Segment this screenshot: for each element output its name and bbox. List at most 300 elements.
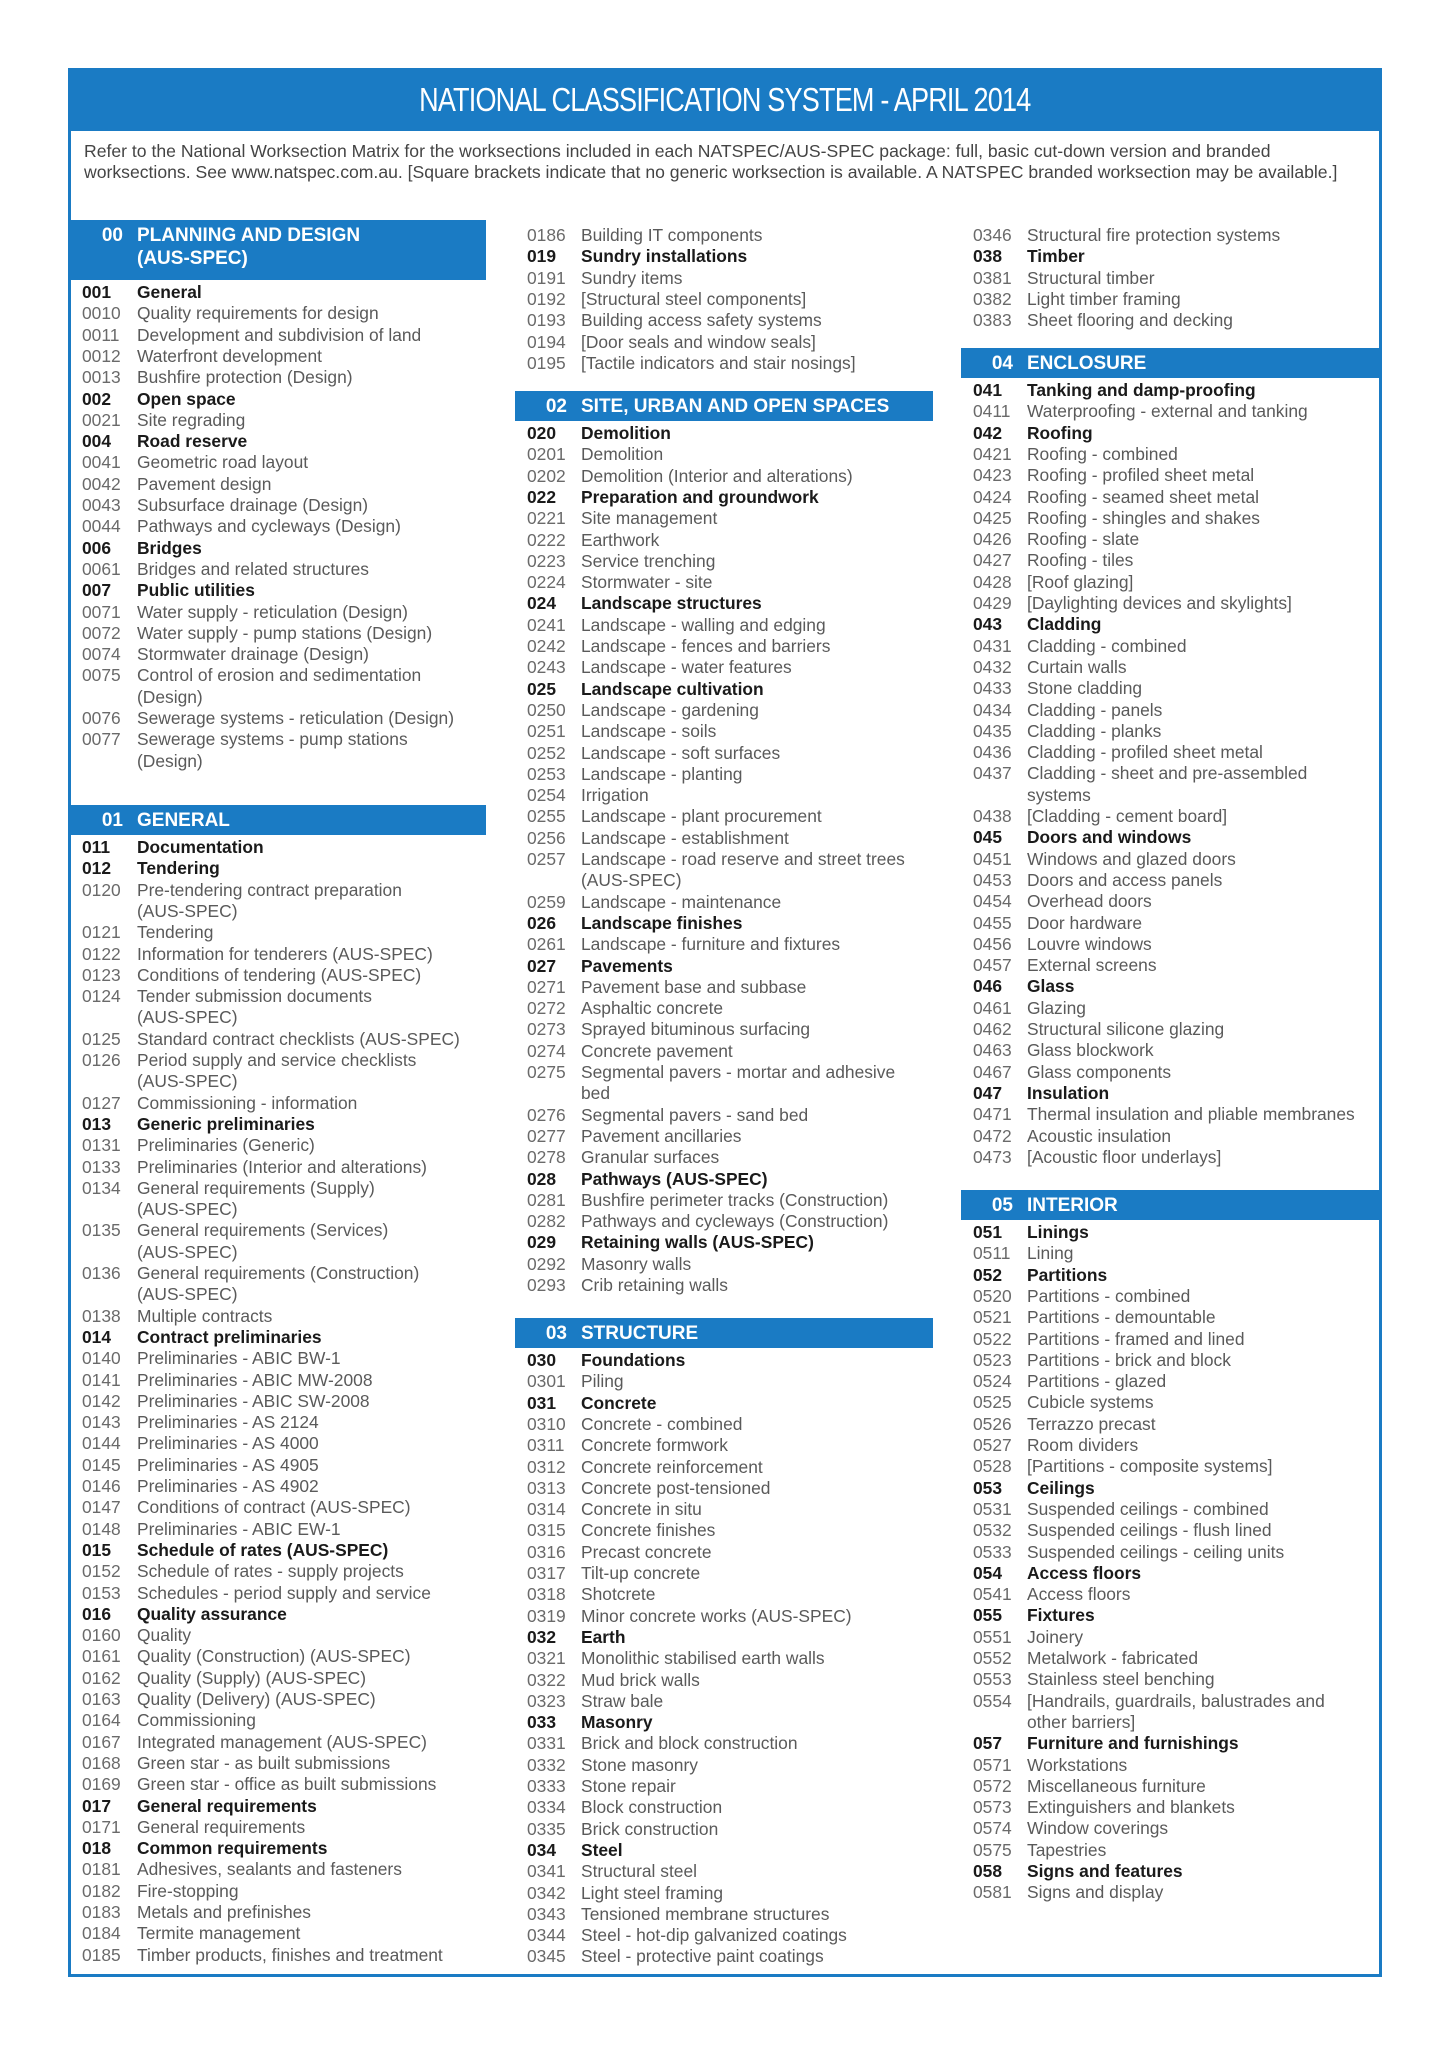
worksection-code: 043 (973, 614, 1003, 635)
section-name: INTERIOR (1027, 1195, 1118, 1216)
worksection-row (527, 764, 933, 785)
worksection-code: 0333 (527, 1776, 566, 1796)
worksection-row (973, 529, 1379, 550)
section-number: 01 (101, 810, 123, 831)
worksection-label: Preliminaries - ABIC MW-2008 (137, 1369, 373, 1390)
worksection-label: Standard contract checklists (AUS-SPEC) (137, 1028, 460, 1049)
worksection-row (527, 1819, 933, 1840)
worksection-code: 0331 (527, 1733, 566, 1754)
worksection-code: 0122 (82, 943, 121, 964)
worksection-code: 0241 (527, 614, 566, 635)
worksection-code: 0344 (527, 1925, 566, 1946)
worksection-label: Linings (1027, 1222, 1089, 1242)
worksection-row (973, 1755, 1379, 1776)
worksection-label: [Roof glazing] (1027, 571, 1134, 592)
worksection-row (527, 1019, 933, 1040)
worksection-code: 016 (82, 1603, 112, 1624)
worksection-row (527, 785, 933, 806)
worksection-row (973, 1329, 1379, 1350)
worksection-code: 0077 (82, 729, 121, 750)
worksection-label: Timber (1027, 246, 1085, 267)
worksection-row (973, 1307, 1379, 1328)
worksection-code: 0075 (82, 665, 121, 686)
worksection-code: 0310 (527, 1413, 566, 1434)
worksection-row (82, 325, 486, 346)
worksection-code: 0124 (82, 986, 121, 1007)
worksection-label: Structural timber (1027, 267, 1155, 288)
worksection-row (527, 1499, 933, 1520)
worksection-code: 0454 (973, 891, 1012, 912)
worksection-row (527, 1606, 933, 1627)
worksection-label: Concrete (581, 1392, 657, 1413)
worksection-row (82, 1157, 486, 1178)
worksection-label: Preparation and groundwork (581, 486, 819, 507)
worksection-label: Landscape - walling and edging (581, 614, 826, 635)
worksection-code: 0194 (527, 331, 566, 352)
worksection-row (527, 1254, 933, 1275)
group-row (82, 1604, 486, 1625)
group-row (82, 538, 486, 559)
worksection-label: Conditions of tendering (AUS-SPEC) (137, 964, 422, 985)
worksection-label: Quality (Delivery) (AUS-SPEC) (137, 1689, 376, 1709)
worksection-row (82, 410, 486, 431)
worksection-label: Light steel framing (581, 1882, 724, 1903)
worksection-code: 0164 (82, 1710, 121, 1731)
worksection-code: 0012 (82, 345, 121, 366)
worksection-label: Landscape finishes (581, 912, 743, 933)
worksection-row (82, 367, 486, 388)
worksection-label: Landscape - gardening (581, 699, 759, 720)
worksection-code: 0461 (973, 997, 1012, 1018)
section-name-line2: (AUS-SPEC) (137, 248, 248, 269)
worksection-label: Sundry installations (581, 246, 748, 267)
worksection-label: Preliminaries - AS 4000 (137, 1433, 319, 1454)
worksection-row (82, 1412, 486, 1433)
worksection-label: Terrazzo precast (1027, 1413, 1156, 1434)
worksection-code: 0125 (82, 1028, 121, 1049)
worksection-row (82, 1476, 486, 1497)
worksection-label: Commissioning - information (137, 1092, 358, 1113)
worksection-row (527, 828, 933, 849)
worksection-label: Preliminaries - AS 2124 (137, 1412, 319, 1433)
worksection-label: Workstations (1027, 1754, 1128, 1775)
worksection-row (527, 310, 933, 331)
worksection-row (82, 1178, 486, 1199)
worksection-label: Stone repair (581, 1776, 676, 1796)
worksection-row (527, 892, 933, 913)
worksection-code: 051 (973, 1222, 1003, 1242)
worksection-row (973, 742, 1379, 763)
worksection-code: 0184 (82, 1923, 121, 1944)
worksection-row (527, 1211, 933, 1232)
worksection-code: 0526 (973, 1413, 1012, 1434)
worksection-label: Roofing - seamed sheet metal (1027, 486, 1259, 507)
worksection-code: 0341 (527, 1861, 566, 1882)
group-row (973, 1265, 1379, 1286)
group-row (527, 1627, 933, 1648)
worksection-label: Documentation (137, 837, 264, 857)
worksection-label: [Acoustic floor underlays] (1027, 1146, 1222, 1167)
worksection-code: 0134 (82, 1177, 121, 1198)
worksection-code: 0273 (527, 1019, 566, 1040)
worksection-code: 0121 (82, 922, 121, 943)
worksection-code: 0013 (82, 367, 121, 388)
worksection-label: Concrete reinforcement (581, 1456, 763, 1477)
group-row (82, 837, 486, 858)
worksection-label: Brick construction (581, 1818, 719, 1839)
worksection-row (973, 1414, 1379, 1435)
worksection-row (82, 644, 486, 665)
worksection-code: 0061 (82, 558, 121, 579)
worksection-label: Integrated management (AUS-SPEC) (137, 1731, 427, 1752)
worksection-label: Metals and prefinishes (137, 1902, 311, 1922)
worksection-label: Landscape - water features (581, 657, 792, 678)
worksection-row (973, 1104, 1379, 1125)
worksection-code: 0256 (527, 827, 566, 848)
worksection-row (82, 1710, 486, 1731)
worksection-code: 0293 (527, 1275, 566, 1295)
worksection-code: 042 (973, 422, 1003, 443)
continuation-row (82, 1242, 486, 1263)
worksection-row (82, 1753, 486, 1774)
worksection-code: 0424 (973, 486, 1012, 507)
worksection-label: Landscape - fences and barriers (581, 636, 831, 656)
worksection-label: Landscape - maintenance (581, 891, 782, 912)
worksection-label: Information for tenderers (AUS-SPEC) (137, 943, 433, 964)
group-row (973, 1083, 1379, 1104)
worksection-code: 0259 (527, 891, 566, 912)
worksection-label: [Door seals and window seals] (581, 331, 816, 352)
worksection-code: 013 (82, 1113, 112, 1134)
worksection-row (82, 1093, 486, 1114)
section-number: 02 (545, 396, 567, 417)
worksection-label: Thermal insulation and pliable membranes (1027, 1104, 1355, 1125)
worksection-row (527, 1946, 933, 1967)
worksection-code: 0185 (82, 1944, 121, 1965)
worksection-code: 0221 (527, 508, 566, 529)
worksection-code: 0252 (527, 742, 566, 763)
worksection-row (82, 559, 486, 580)
worksection-label: Window coverings (1027, 1818, 1169, 1839)
worksection-code: 0044 (82, 516, 121, 537)
worksection-code: 0511 (973, 1243, 1011, 1264)
worksection-label: Furniture and furnishings (1027, 1733, 1239, 1754)
worksection-row (527, 1457, 933, 1478)
worksection-row (82, 965, 486, 986)
worksection-code: 0332 (527, 1754, 566, 1775)
worksection-label: (AUS-SPEC) (137, 1199, 238, 1220)
worksection-row (82, 1220, 486, 1241)
worksection-label: Retaining walls (AUS-SPEC) (581, 1232, 814, 1253)
worksection-code: 0462 (973, 1019, 1012, 1039)
worksection-row (527, 1797, 933, 1818)
worksection-label: Quality (Construction) (AUS-SPEC) (137, 1646, 411, 1667)
worksection-label: Partitions - demountable (1027, 1307, 1216, 1328)
worksection-row (527, 1041, 933, 1062)
worksection-label: Roofing (1027, 422, 1093, 443)
worksection-code: 0552 (973, 1648, 1012, 1668)
worksection-label: Sewerage systems - pump stations (137, 729, 408, 750)
worksection-code: 0335 (527, 1818, 566, 1839)
worksection-code: 0281 (527, 1189, 566, 1210)
worksection-row (527, 225, 933, 246)
section-name: PLANNING AND DESIGN (137, 225, 361, 246)
worksection-row (82, 303, 486, 324)
worksection-code: 0551 (973, 1626, 1012, 1647)
worksection-label: Waterfront development (137, 345, 322, 366)
worksection-code: 0431 (973, 635, 1012, 656)
group-row (527, 1232, 933, 1253)
worksection-label: Tapestries (1027, 1839, 1107, 1860)
worksection-label: Service trenching (581, 550, 716, 571)
worksection-label: Concrete post-tensioned (581, 1477, 771, 1498)
worksection-label: Glass (1027, 976, 1075, 997)
worksection-row (82, 474, 486, 495)
worksection-label: General requirements (Supply) (137, 1177, 375, 1198)
worksection-row (973, 849, 1379, 870)
worksection-code: 0572 (973, 1775, 1012, 1796)
worksection-label: Straw bale (581, 1690, 664, 1711)
worksection-row (973, 1691, 1379, 1712)
worksection-row (527, 1861, 933, 1882)
worksection-row (973, 1520, 1379, 1541)
worksection-code: 0123 (82, 964, 121, 985)
worksection-label: (AUS-SPEC) (137, 1284, 238, 1305)
worksection-row (527, 743, 933, 764)
worksection-code: 0473 (973, 1146, 1012, 1167)
worksection-label: Roofing - slate (1027, 529, 1140, 550)
worksection-code: 007 (82, 580, 112, 601)
worksection-label: General requirements (Services) (137, 1220, 389, 1241)
worksection-row (82, 495, 486, 516)
worksection-row (527, 934, 933, 955)
group-row (82, 1838, 486, 1859)
worksection-code: 0275 (527, 1062, 566, 1082)
worksection-label: Landscape - soils (581, 721, 717, 742)
worksection-label: Roofing - combined (1027, 443, 1178, 464)
worksection-row (973, 934, 1379, 955)
worksection-code: 0074 (82, 644, 121, 665)
worksection-code: 0343 (527, 1903, 566, 1924)
worksection-code: 038 (973, 246, 1003, 267)
group-row (527, 956, 933, 977)
worksection-row (82, 623, 486, 644)
worksection-row (527, 1733, 933, 1754)
worksection-code: 0525 (973, 1392, 1012, 1413)
worksection-code: 0521 (973, 1307, 1012, 1328)
worksection-row (527, 1435, 933, 1456)
worksection-code: 0147 (82, 1497, 121, 1518)
worksection-row (82, 1646, 486, 1667)
worksection-label: Development and subdivision of land (137, 324, 422, 345)
worksection-row (82, 1774, 486, 1795)
worksection-label: (AUS-SPEC) (137, 1071, 238, 1092)
worksection-code: 0041 (82, 452, 121, 473)
worksection-code: 0463 (973, 1040, 1012, 1061)
worksection-code: 0167 (82, 1731, 121, 1752)
worksection-code: 0193 (527, 310, 566, 331)
worksection-code: 0135 (82, 1220, 121, 1241)
group-row (527, 913, 933, 934)
worksection-label: Preliminaries - ABIC EW-1 (137, 1518, 341, 1539)
worksection-code: 001 (82, 282, 112, 302)
worksection-code: 0311 (527, 1435, 565, 1456)
worksection-row (527, 1670, 933, 1691)
worksection-code: 0144 (82, 1433, 121, 1454)
worksection-row (527, 1062, 933, 1083)
worksection-code: 0148 (82, 1518, 121, 1539)
worksection-row (973, 955, 1379, 976)
worksection-code: 011 (82, 837, 111, 857)
worksection-row (973, 1040, 1379, 1061)
worksection-label: Granular surfaces (581, 1147, 720, 1168)
worksection-code: 0323 (527, 1690, 566, 1711)
worksection-code: 0434 (973, 699, 1012, 720)
worksection-label: Conditions of contract (AUS-SPEC) (137, 1497, 411, 1518)
worksection-label: Minor concrete works (AUS-SPEC) (581, 1605, 852, 1626)
worksection-code: 0126 (82, 1050, 121, 1070)
worksection-code: 0520 (973, 1285, 1012, 1306)
worksection-code: 0315 (527, 1520, 566, 1541)
worksection-label: General (137, 282, 202, 302)
worksection-row (973, 913, 1379, 934)
worksection-row (973, 593, 1379, 614)
worksection-label: Bridges (137, 537, 202, 558)
worksection-row (527, 1776, 933, 1797)
worksection-row (82, 452, 486, 473)
worksection-row (82, 1348, 486, 1369)
worksection-label: Preliminaries - AS 4905 (137, 1454, 319, 1475)
worksection-code: 0120 (82, 879, 121, 900)
worksection-code: 019 (527, 246, 557, 267)
worksection-code: 0042 (82, 473, 121, 494)
worksection-row (973, 1499, 1379, 1520)
section-header-02 (515, 391, 933, 421)
group-row (527, 487, 933, 508)
worksection-code: 0428 (973, 571, 1012, 592)
worksection-code: 0346 (973, 225, 1012, 245)
worksection-code: 0411 (973, 401, 1011, 422)
worksection-code: 0223 (527, 550, 566, 571)
worksection-label: Pathways (AUS-SPEC) (581, 1168, 768, 1189)
worksection-row (527, 1648, 933, 1669)
worksection-label: Extinguishers and blankets (1027, 1797, 1235, 1818)
worksection-label: Roofing - profiled sheet metal (1027, 465, 1255, 486)
worksection-row (527, 1542, 933, 1563)
worksection-row (973, 310, 1379, 331)
worksection-label: Schedule of rates (AUS-SPEC) (137, 1539, 389, 1560)
worksection-label: Bushfire perimeter tracks (Construction) (581, 1189, 889, 1210)
worksection-label: Glass blockwork (1027, 1040, 1154, 1061)
worksection-label: Doors and access panels (1027, 869, 1223, 890)
worksection-row (973, 1797, 1379, 1818)
worksection-row (82, 1668, 486, 1689)
worksection-label: Roofing - shingles and shakes (1027, 507, 1260, 528)
continuation-row (82, 1284, 486, 1305)
worksection-code: 0253 (527, 763, 566, 784)
worksection-label: Green star - office as built submissions (137, 1774, 437, 1795)
worksection-label: Water supply - pump stations (Design) (137, 622, 433, 643)
worksection-code: 0522 (973, 1328, 1012, 1349)
worksection-row (527, 998, 933, 1019)
group-row (527, 593, 933, 614)
worksection-label: Timber products, finishes and treatment (137, 1944, 443, 1965)
worksection-row (82, 1263, 486, 1284)
worksection-code: 006 (82, 537, 112, 558)
worksection-row (82, 1689, 486, 1710)
group-row (82, 1540, 486, 1561)
group-row (973, 1222, 1379, 1243)
worksection-label: Quality assurance (137, 1603, 287, 1624)
worksection-label: Structural fire protection systems (1027, 225, 1281, 245)
worksection-label: (AUS-SPEC) (137, 1007, 238, 1028)
worksection-row (527, 1105, 933, 1126)
group-row (82, 1796, 486, 1817)
worksection-code: 0146 (82, 1476, 121, 1496)
worksection-label: Partitions - glazed (1027, 1371, 1167, 1392)
group-row (973, 1861, 1379, 1882)
worksection-code: 030 (527, 1350, 557, 1370)
worksection-row (82, 708, 486, 729)
worksection-label: Partitions (1027, 1264, 1108, 1285)
worksection-label: Period supply and service checklists (137, 1050, 417, 1070)
worksection-code: 0195 (527, 352, 566, 373)
worksection-code: 018 (82, 1838, 112, 1859)
worksection-label: Tendering (137, 858, 220, 879)
worksection-row (527, 1925, 933, 1946)
worksection-label: Landscape - planting (581, 763, 743, 784)
worksection-row (82, 1455, 486, 1476)
group-row (527, 1712, 933, 1733)
worksection-code: 014 (82, 1326, 112, 1347)
worksection-label: Cladding - panels (1027, 699, 1163, 720)
worksection-row (527, 1520, 933, 1541)
section-header-05 (961, 1190, 1379, 1220)
section-number: 03 (545, 1323, 567, 1344)
worksection-label: General requirements (137, 1795, 317, 1816)
worksection-code: 0467 (973, 1061, 1012, 1082)
worksection-code: 0438 (973, 806, 1012, 826)
worksection-label: Preliminaries - AS 4902 (137, 1476, 319, 1496)
worksection-row (527, 636, 933, 657)
group-row (973, 246, 1379, 267)
worksection-label: Shotcrete (581, 1584, 656, 1605)
worksection-code: 0527 (973, 1435, 1012, 1455)
worksection-label: Roofing - tiles (1027, 550, 1134, 571)
worksection-row (973, 401, 1379, 422)
worksection-code: 0423 (973, 465, 1012, 486)
worksection-row (973, 487, 1379, 508)
worksection-label: Bushfire protection (Design) (137, 367, 353, 388)
worksection-label: Suspended ceilings - flush lined (1027, 1520, 1272, 1541)
worksection-code: 0457 (973, 955, 1012, 976)
worksection-code: 0142 (82, 1390, 121, 1411)
continuation-row (82, 1071, 486, 1092)
worksection-row (973, 444, 1379, 465)
worksection-row (82, 1859, 486, 1880)
group-row (82, 389, 486, 410)
worksection-label: Building access safety systems (581, 310, 822, 331)
worksection-code: 0250 (527, 699, 566, 720)
worksection-label: Concrete finishes (581, 1520, 716, 1541)
worksection-label: Ceilings (1027, 1477, 1095, 1498)
worksection-label: [Structural steel components] (581, 288, 807, 309)
worksection-label: Pavement base and subbase (581, 976, 807, 997)
worksection-label: Demolition (Interior and alterations) (581, 465, 853, 486)
continuation-row (82, 1199, 486, 1220)
worksection-label: (AUS-SPEC) (581, 870, 682, 891)
worksection-code: 0574 (973, 1818, 1012, 1839)
